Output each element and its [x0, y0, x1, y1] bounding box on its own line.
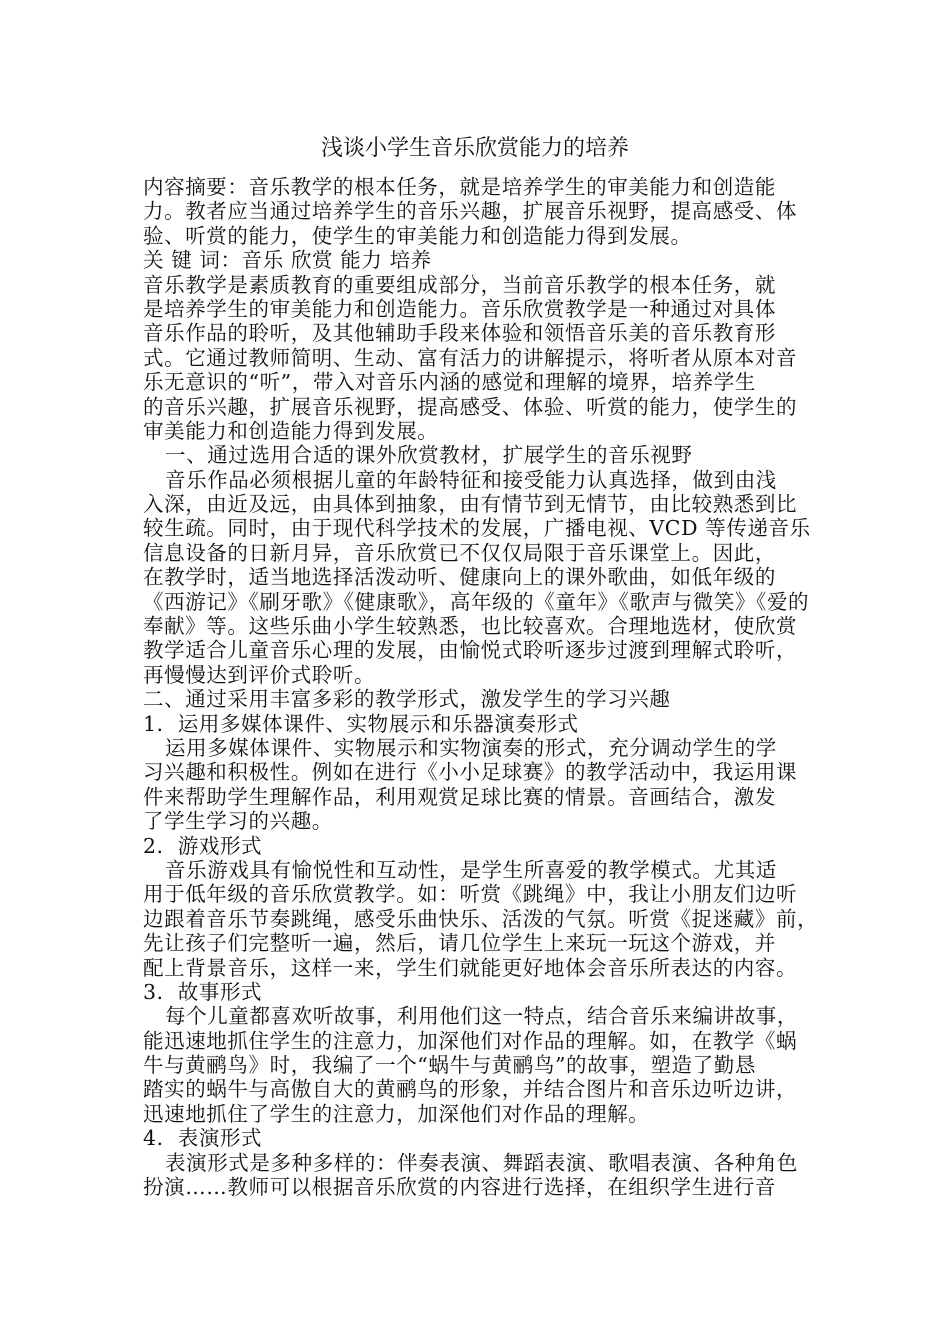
paragraph-line: 音乐游戏具有愉悦性和互动性，是学生所喜爱的教学模式。尤其适 — [165, 857, 777, 882]
paragraph-line: 式。它通过教师简明、生动、富有活力的讲解提示，将听者从原本对音 — [143, 345, 798, 370]
paragraph-line: 信息设备的日新月异，音乐欣赏已不仅仅局限于音乐课堂上。因此， — [143, 540, 776, 565]
keywords-line: 关 键 词：音乐 欣赏 能力 培养 — [143, 248, 432, 273]
subsection-heading: 4．表演形式 — [143, 1126, 263, 1151]
document-title: 浅谈小学生音乐欣赏能力的培养 — [320, 136, 629, 161]
paragraph-line: 再慢慢达到评价式聆听。 — [143, 662, 376, 687]
section-heading: 二、通过采用丰富多彩的教学形式，激发学生的学习兴趣 — [143, 687, 671, 712]
section-heading: 一、通过选用合适的课外欣赏教材，扩展学生的音乐视野 — [165, 443, 693, 468]
paragraph-line: 运用多媒体课件、实物展示和实物演奏的形式，充分调动学生的学 — [165, 735, 777, 760]
paragraph-line: 音乐教学是素质教育的重要组成部分，当前音乐教学的根本任务，就 — [143, 272, 776, 297]
paragraph-line: 较生疏。同时，由于现代科学技术的发展，广播电视、VCD 等传递音乐 — [143, 516, 811, 541]
paragraph-line: 习兴趣和积极性。例如在进行《小小足球赛》的教学活动中，我运用课 — [143, 760, 798, 785]
paragraph-line: 每个儿童都喜欢听故事，利用他们这一特点，结合音乐来编讲故事， — [165, 1004, 798, 1029]
paragraph-line: 迅速地抓住了学生的注意力，加深他们对作品的理解。 — [143, 1101, 650, 1126]
paragraph-line: 《西游记》《刷牙歌》《健康歌》，高年级的《童年》《歌声与微笑》《爱的 — [143, 589, 810, 614]
paragraph-line: 边跟着音乐节奏跳绳，感受乐曲快乐、活泼的气氛。听赏《捉迷藏》前， — [143, 906, 819, 931]
paragraph-line: 踏实的蜗牛与高傲自大的黄鹂鸟的形象，并结合图片和音乐边听边讲， — [143, 1077, 798, 1102]
paragraph-line: 音乐作品的聆听，及其他辅助手段来体验和领悟音乐美的音乐教育形 — [143, 321, 776, 346]
paragraph-line: 音乐作品必须根据儿童的年龄特征和接受能力认真选择，做到由浅 — [165, 467, 777, 492]
abstract-line: 验、听赏的能力，使学生的审美能力和创造能力得到发展。 — [143, 223, 692, 248]
paragraph-line: 表演形式是多种多样的：伴奏表演、舞蹈表演、歌唱表演、各种角色 — [165, 1150, 798, 1175]
paragraph-line: 件来帮助学生理解作品，利用观赏足球比赛的情景。音画结合，激发 — [143, 784, 776, 809]
subsection-heading: 3．故事形式 — [143, 979, 263, 1004]
paragraph-line: 能迅速地抓住学生的注意力，加深他们对作品的理解。如，在教学《蜗 — [143, 1028, 798, 1053]
paragraph-line: 教学适合儿童音乐心理的发展，由愉悦式聆听逐步过渡到理解式聆听， — [143, 638, 798, 663]
paragraph-line: 入深，由近及远，由具体到抽象，由有情节到无情节，由比较熟悉到比 — [143, 492, 798, 517]
paragraph-line: 用于低年级的音乐欣赏教学。如：听赏《跳绳》中，我让小朋友们边听 — [143, 882, 798, 907]
paragraph-line: 扮演……教师可以根据音乐欣赏的内容进行选择，在组织学生进行音 — [143, 1175, 776, 1200]
paragraph-line: 是培养学生的审美能力和创造能力。音乐欣赏教学是一种通过对具体 — [143, 296, 776, 321]
subsection-heading: 2．游戏形式 — [143, 833, 263, 858]
paragraph-line: 审美能力和创造能力得到发展。 — [143, 418, 439, 443]
paragraph-line: 奉献》等。这些乐曲小学生较熟悉，也比较喜欢。合理地选材，使欣赏 — [143, 614, 798, 639]
abstract-line: 内容摘要：音乐教学的根本任务，就是培养学生的审美能力和创造能 — [143, 175, 776, 199]
paragraph-line: 配上背景音乐，这样一来，学生们就能更好地体会音乐所表达的内容。 — [143, 955, 798, 980]
paragraph-line: 的音乐兴趣，扩展音乐视野，提高感受、体验、听赏的能力，使学生的 — [143, 394, 798, 419]
paragraph-line: 牛与黄鹂鸟》时，我编了一个“蜗牛与黄鹂鸟”的故事，塑造了勤恳 — [143, 1053, 756, 1078]
paragraph-line: 了学生学习的兴趣。 — [143, 809, 333, 834]
subsection-heading: 1．运用多媒体课件、实物展示和乐器演奏形式 — [143, 711, 579, 736]
abstract-line: 力。教者应当通过培养学生的音乐兴趣，扩展音乐视野，提高感受、体 — [143, 199, 798, 224]
document-body — [143, 175, 819, 1200]
paragraph-line: 乐无意识的“听”，带入对音乐内涵的感觉和理解的境界，培养学生 — [143, 370, 756, 395]
paragraph-line: 先让孩子们完整听一遍，然后，请几位学生上来玩一玩这个游戏，并 — [143, 931, 776, 956]
paragraph-line: 在教学时，适当地选择活泼动听、健康向上的课外歌曲，如低年级的 — [143, 565, 776, 590]
